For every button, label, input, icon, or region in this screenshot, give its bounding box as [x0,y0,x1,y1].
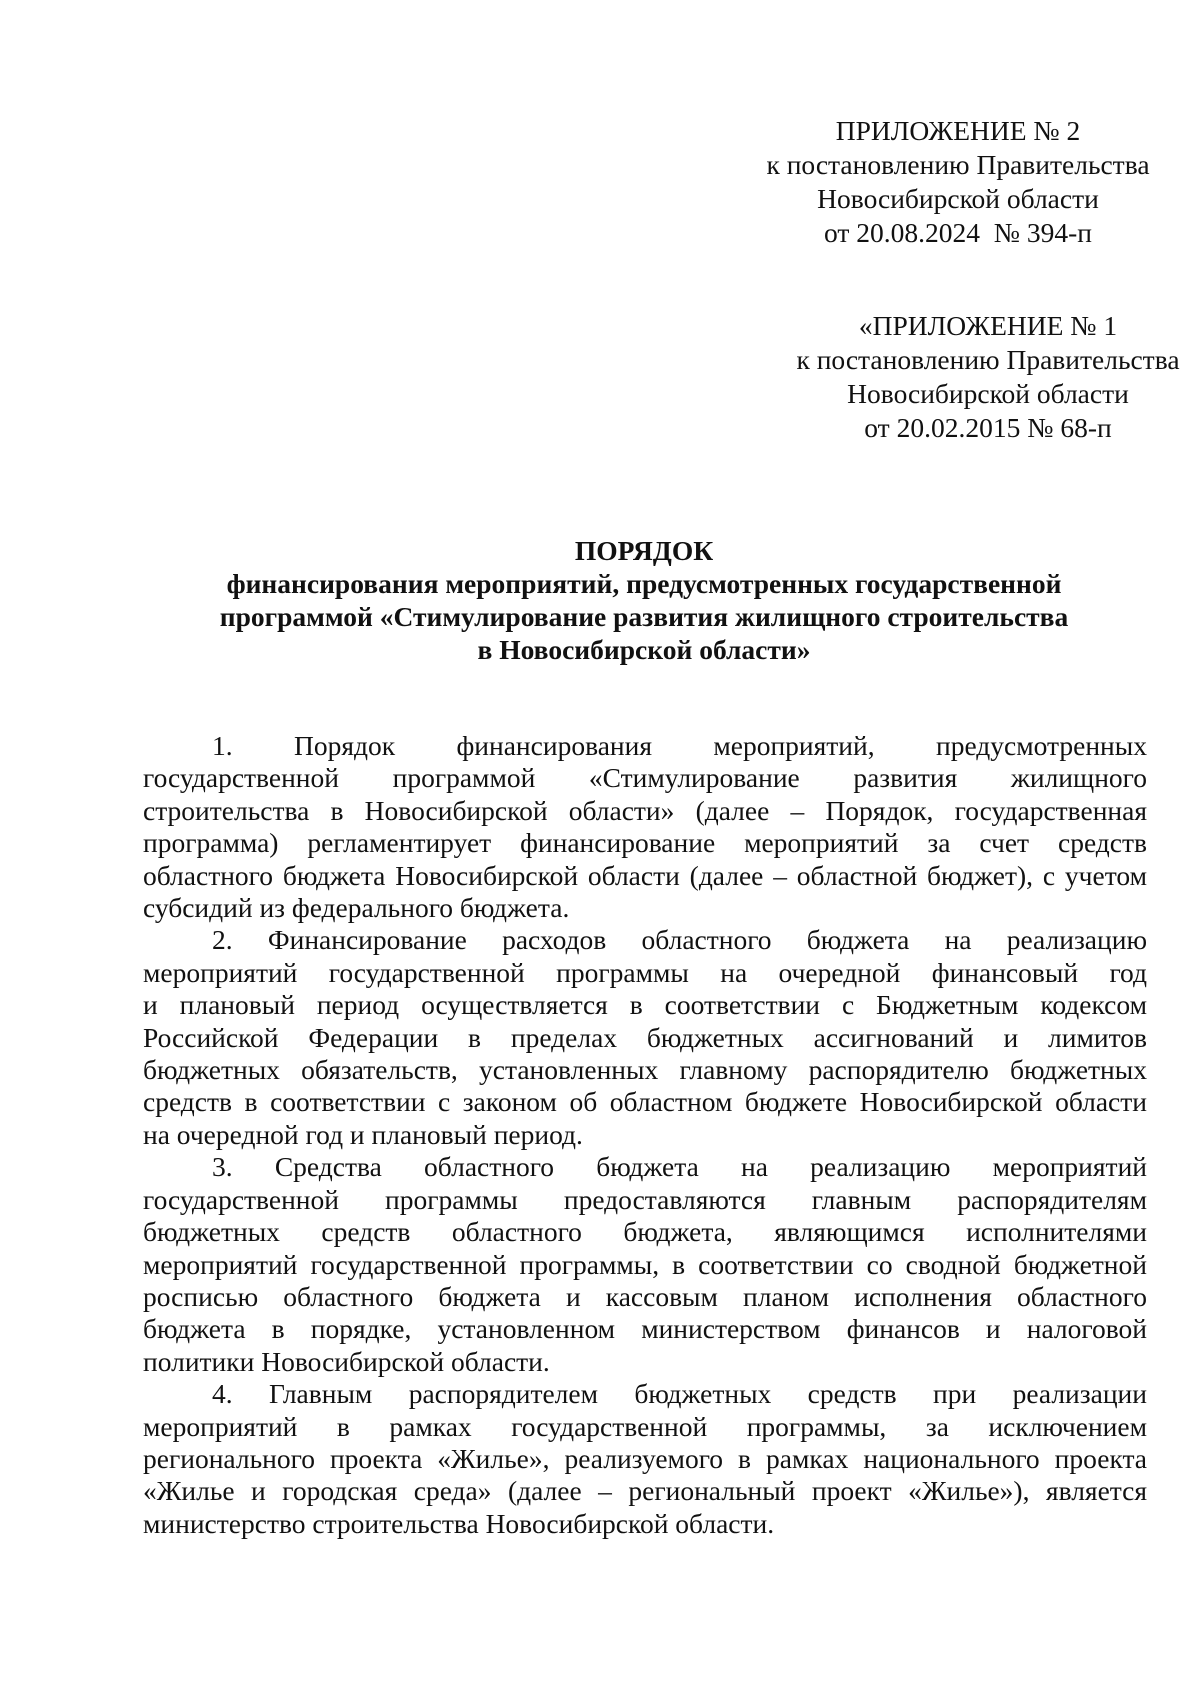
document-body [143,730,1147,1540]
paragraph-line: росписью областного бюджета и кассовым планом исполнения областного [143,1280,1147,1312]
paragraph-line: строительства в Новосибирской области» (далее – Порядок, государственная [143,794,1147,826]
attachment-original-line: «ПРИЛОЖЕНИЕ № 1 [858,310,1118,341]
paragraph-line: программа) регламентирует финансирование мероприятий за счет средств [143,827,1147,859]
paragraph-line: и плановый период осуществляется в соответствии с Бюджетным кодексом [143,989,1147,1021]
title-subtitle-line: финансирования мероприятий, предусмотренных государственной [226,568,1062,599]
paragraph-line: 3. Средства областного бюджета на реализацию мероприятий [212,1151,1147,1183]
attachment-original-line: к постановлению Правительства [796,344,1180,375]
paragraph-line: средств в соответствии с законом об областном бюджете Новосибирской области [143,1086,1147,1118]
attachment-original-header [778,309,1198,445]
paragraph-line: мероприятий в рамках государственной программы, за исключением [143,1410,1147,1442]
paragraph-line: областного бюджета Новосибирской области (далее – областной бюджет), с учетом [143,859,1147,891]
paragraph-line: министерство строительства Новосибирской области. [143,1507,775,1539]
paragraph-line: бюджета в порядке, установленном министерством финансов и налоговой [143,1313,1147,1345]
attachment-current-line: к постановлению Правительства [766,149,1150,180]
paragraph-line: бюджетных обязательств, установленных главному распорядителю бюджетных [143,1054,1147,1086]
attachment-current-line: ПРИЛОЖЕНИЕ № 2 [835,115,1081,146]
paragraph-line: субсидий из федерального бюджета. [143,892,570,924]
paragraph-line: бюджетных средств областного бюджета, являющимся исполнителями [143,1216,1147,1248]
paragraph-line: 1. Порядок финансирования мероприятий, предусмотренных [212,730,1147,761]
paragraph-line: на очередной год и плановый период. [143,1118,583,1150]
paragraph-line: мероприятий государственной программы на очередной финансовый год [143,956,1147,988]
paragraph-line: государственной программой «Стимулирование развития жилищного [143,762,1147,794]
paragraph-line: 2. Финансирование расходов областного бюджета на реализацию [212,924,1147,956]
attachment-current-line: от 20.08.2024 № 394-п [823,217,1093,248]
paragraph-2 [143,924,1147,1151]
attachment-original-line: от 20.02.2015 № 68-п [864,412,1112,443]
paragraph-line: Российской Федерации в пределах бюджетных ассигнований и лимитов [143,1021,1147,1053]
paragraph-line: политики Новосибирской области. [143,1345,550,1377]
attachment-original-line: Новосибирской области [847,378,1129,409]
paragraph-3 [143,1151,1147,1378]
attachment-current-line: Новосибирской области [817,183,1099,214]
paragraph-line: 4. Главным распорядителем бюджетных средств при реализации [212,1378,1147,1410]
document-title [140,534,1148,666]
paragraph-line: регионального проекта «Жилье», реализуемого в рамках национального проекта [143,1442,1147,1474]
paragraph-line: мероприятий государственной программы, в соответствии со сводной бюджетной [143,1248,1147,1280]
attachment-current-header [748,114,1168,250]
title-heading: ПОРЯДОК [574,535,714,566]
paragraph-line: государственной программы предоставляются главным распорядителям [143,1183,1147,1215]
paragraph-1 [143,730,1147,924]
paragraph-4 [143,1378,1147,1540]
title-subtitle-line: программой «Стимулирование развития жилищного строительства [219,601,1069,632]
paragraph-line: «Жилье и городская среда» (далее – региональный проект «Жилье»), является [143,1475,1147,1507]
title-subtitle-line: в Новосибирской области» [477,634,811,665]
